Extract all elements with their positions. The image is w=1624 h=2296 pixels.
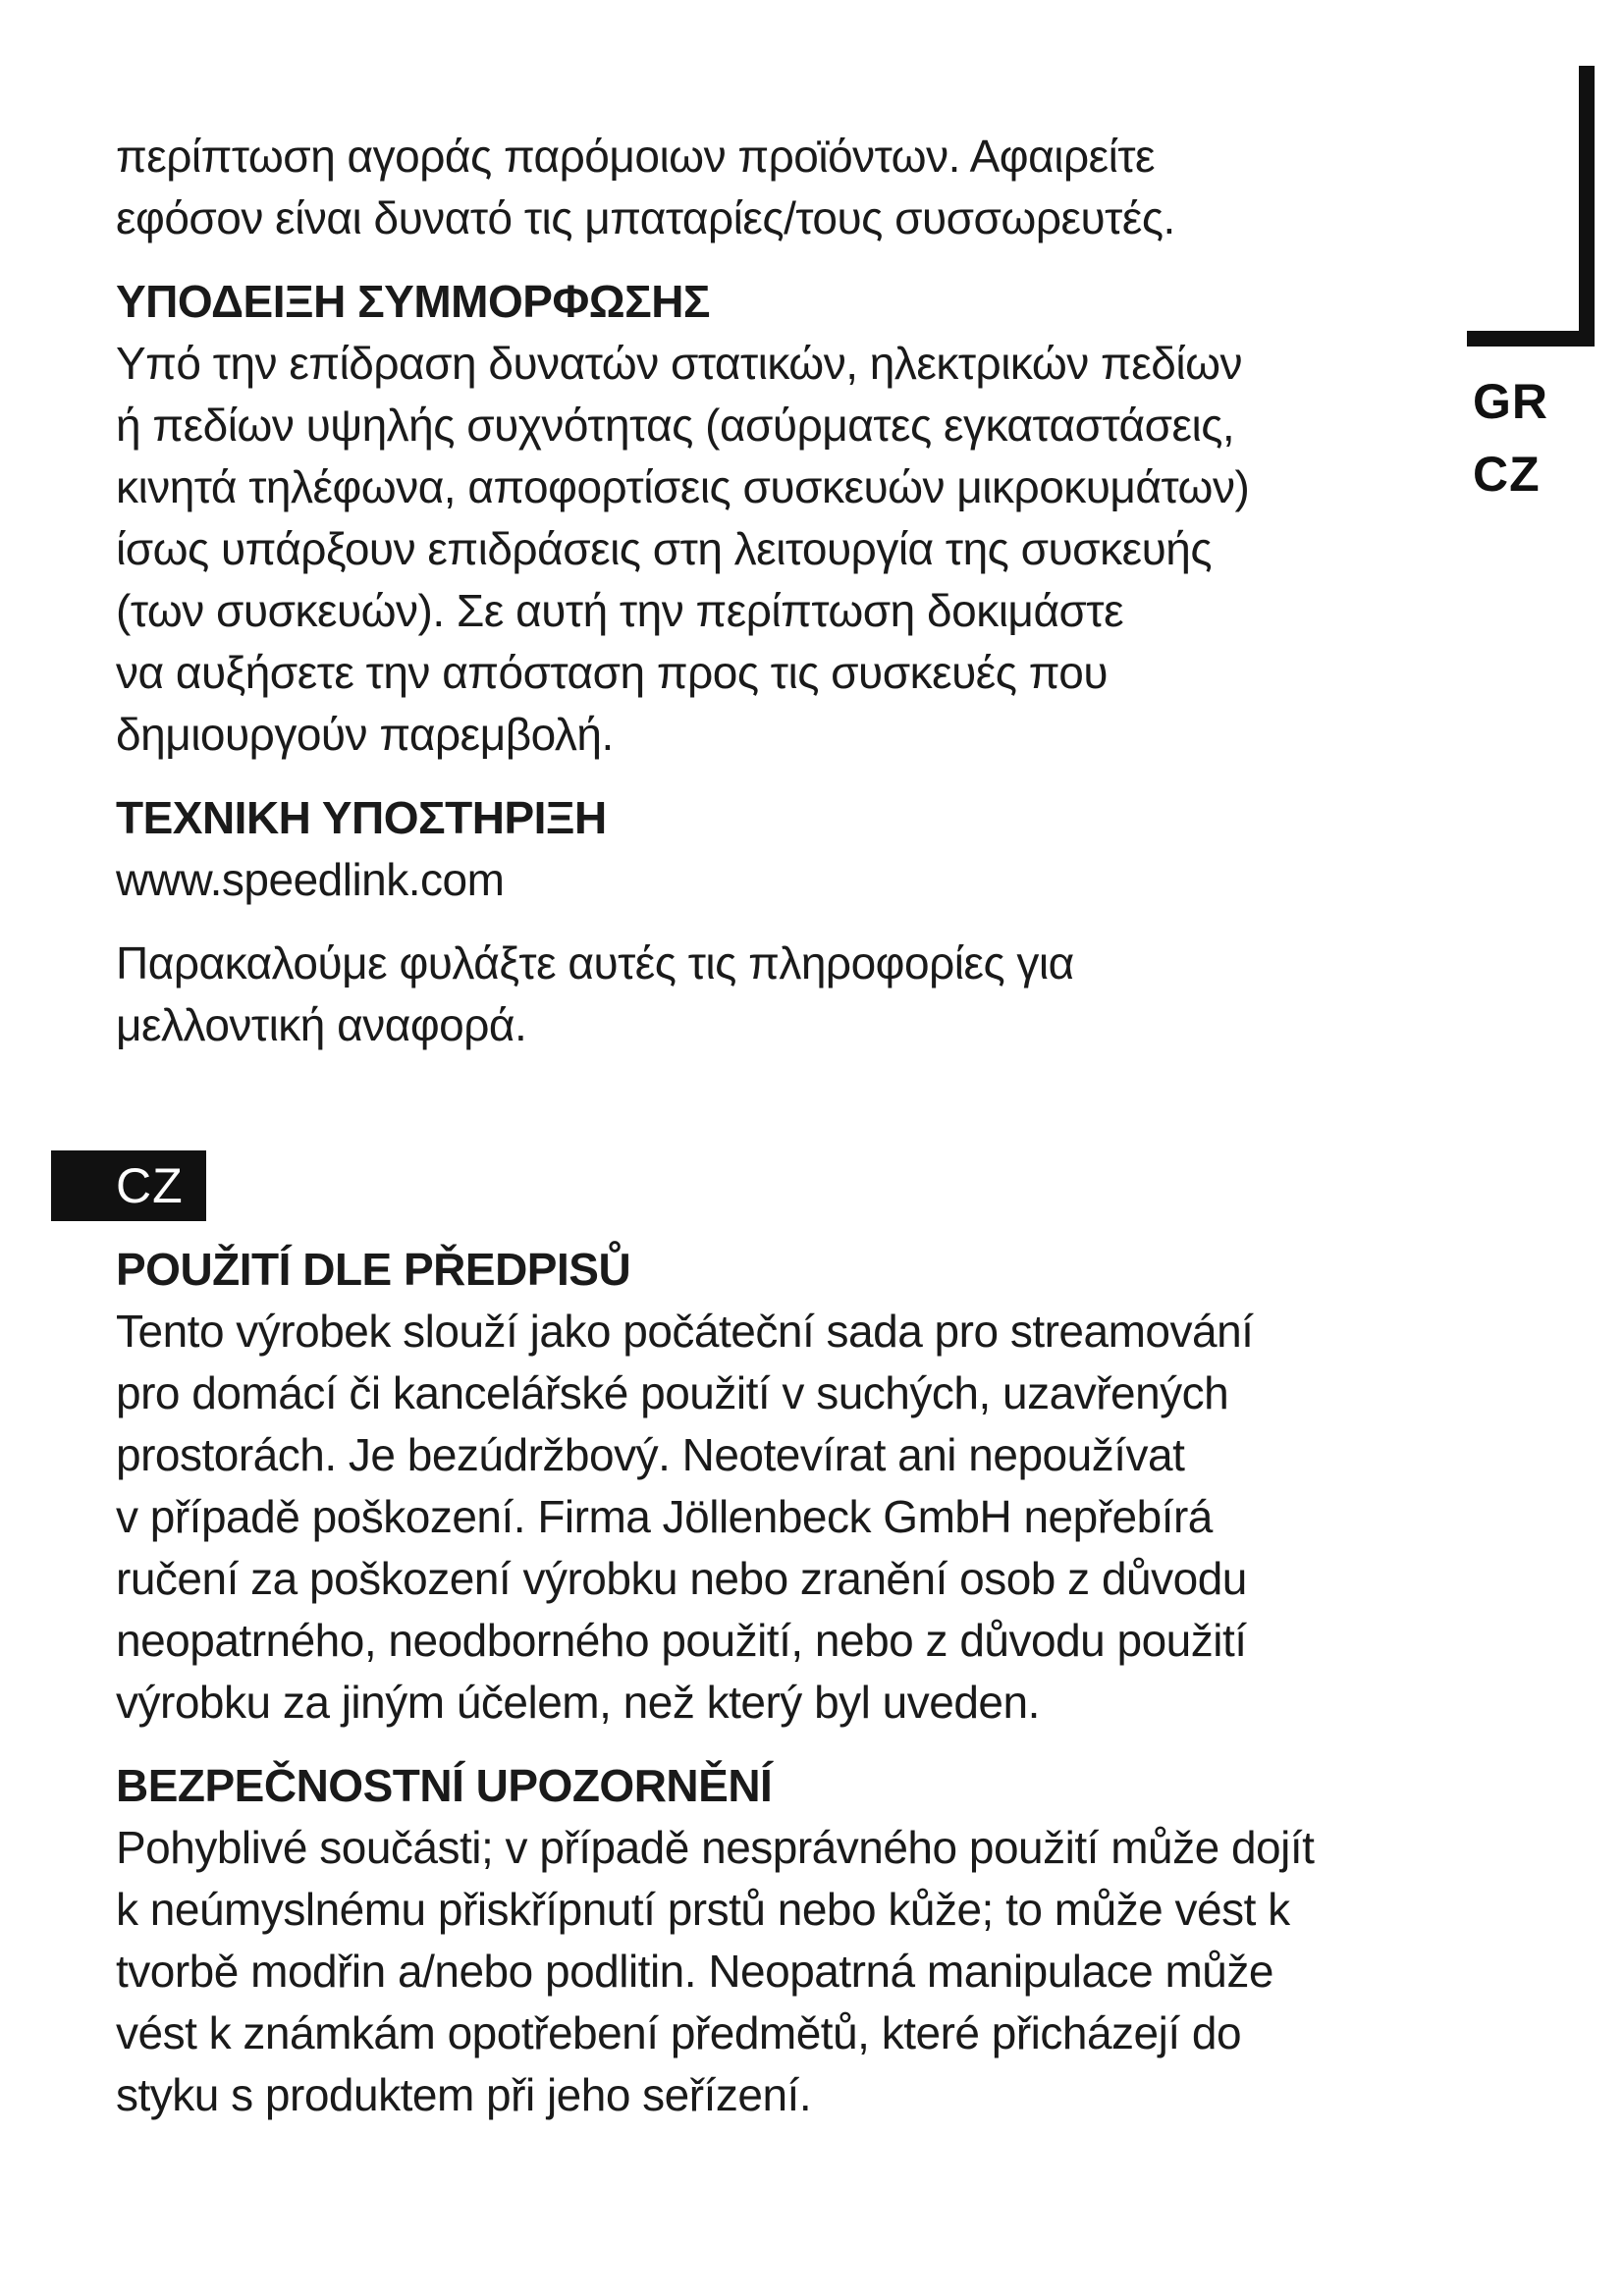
text-line: Παρακαλούμε φυλάξτε αυτές τις πληροφορίες για <box>116 937 1074 988</box>
text-line: prostorách. Je bezúdržbový. Neotevírat ani nepoužívat <box>116 1429 1185 1480</box>
text-line: ή πεδίων υψηλής συχνότητας (ασύρματες εγκαταστάσεις, <box>116 400 1235 451</box>
text-line: neopatrného, neodborného použití, nebo z důvodu použití <box>116 1615 1247 1666</box>
section-badge-cz: CZ <box>51 1150 206 1221</box>
czech-section <box>116 1239 1451 2126</box>
text-line: να αυξήσετε την απόσταση προς τις συσκευές που <box>116 647 1109 698</box>
text-line: pro domácí či kancelářské použití v suchých, uzavřených <box>116 1367 1229 1418</box>
text-line: μελλοντική αναφορά. <box>116 999 527 1050</box>
greek-section <box>116 126 1412 1056</box>
text-line: (των συσκευών). Σε αυτή την περίπτωση δοκιμάστε <box>116 585 1124 636</box>
support-link[interactable]: www.speedlink.com <box>116 854 505 905</box>
intended-use-text <box>116 1301 1451 1734</box>
text-line: k neúmyslnému přiskřípnutí prstů nebo kůže; to může vést k <box>116 1884 1290 1935</box>
support-heading: ΤΕΧΝΙΚΗ ΥΠΟΣΤΗΡΙΞΗ <box>116 792 607 843</box>
text-line: vést k známkám opotřebení předmětů, které přicházejí do <box>116 2007 1242 2058</box>
bracket-horizontal <box>1467 331 1595 347</box>
text-line: výrobku za jiným účelem, než který byl uveden. <box>116 1677 1040 1728</box>
support-url <box>116 849 1412 911</box>
text-line: περίπτωση αγοράς παρόμοιων προϊόντων. Αφαιρείτε <box>116 131 1156 182</box>
compliance-text <box>116 333 1412 766</box>
text-line: δημιουργούν παρεμβολή. <box>116 709 614 760</box>
text-line: ίσως υπάρξουν επιδράσεις στη λειτουργία της συσκευής <box>116 523 1212 574</box>
compliance-heading: ΥΠΟΔΕΙΞΗ ΣΥΜΜΟΡΦΩΣΗΣ <box>116 276 711 327</box>
language-tabs <box>1473 365 1581 510</box>
keep-info-text <box>116 933 1412 1056</box>
text-line: Tento výrobek slouží jako počáteční sada pro streamování <box>116 1306 1254 1357</box>
language-tab-cz[interactable]: CZ <box>1473 447 1541 502</box>
safety-heading: BEZPEČNOSTNÍ UPOZORNĚNÍ <box>116 1760 773 1811</box>
text-line: tvorbě modřin a/nebo podlitin. Neopatrná manipulace může <box>116 1946 1273 1997</box>
greek-intro <box>116 126 1412 249</box>
text-line: styku s produktem při jeho seřízení. <box>116 2069 812 2120</box>
language-tab-gr[interactable]: GR <box>1473 374 1548 429</box>
text-line: κινητά τηλέφωνα, αποφορτίσεις συσκευών μικροκυμάτων) <box>116 461 1250 512</box>
safety-text <box>116 1817 1451 2126</box>
text-line: v případě poškození. Firma Jöllenbeck GmbH nepřebírá <box>116 1491 1213 1542</box>
bracket-vertical <box>1579 66 1595 347</box>
text-line: Pohyblivé součásti; v případě nesprávného použití může dojít <box>116 1822 1315 1873</box>
text-line: Υπό την επίδραση δυνατών στατικών, ηλεκτρικών πεδίων <box>116 338 1243 389</box>
corner-bracket-mark <box>1467 66 1595 347</box>
text-line: εφόσον είναι δυνατό τις μπαταρίες/τους συσσωρευτές. <box>116 192 1175 243</box>
intended-use-heading: POUŽITÍ DLE PŘEDPISŮ <box>116 1244 631 1295</box>
text-line: ručení za poškození výrobku nebo zranění osob z důvodu <box>116 1553 1247 1604</box>
